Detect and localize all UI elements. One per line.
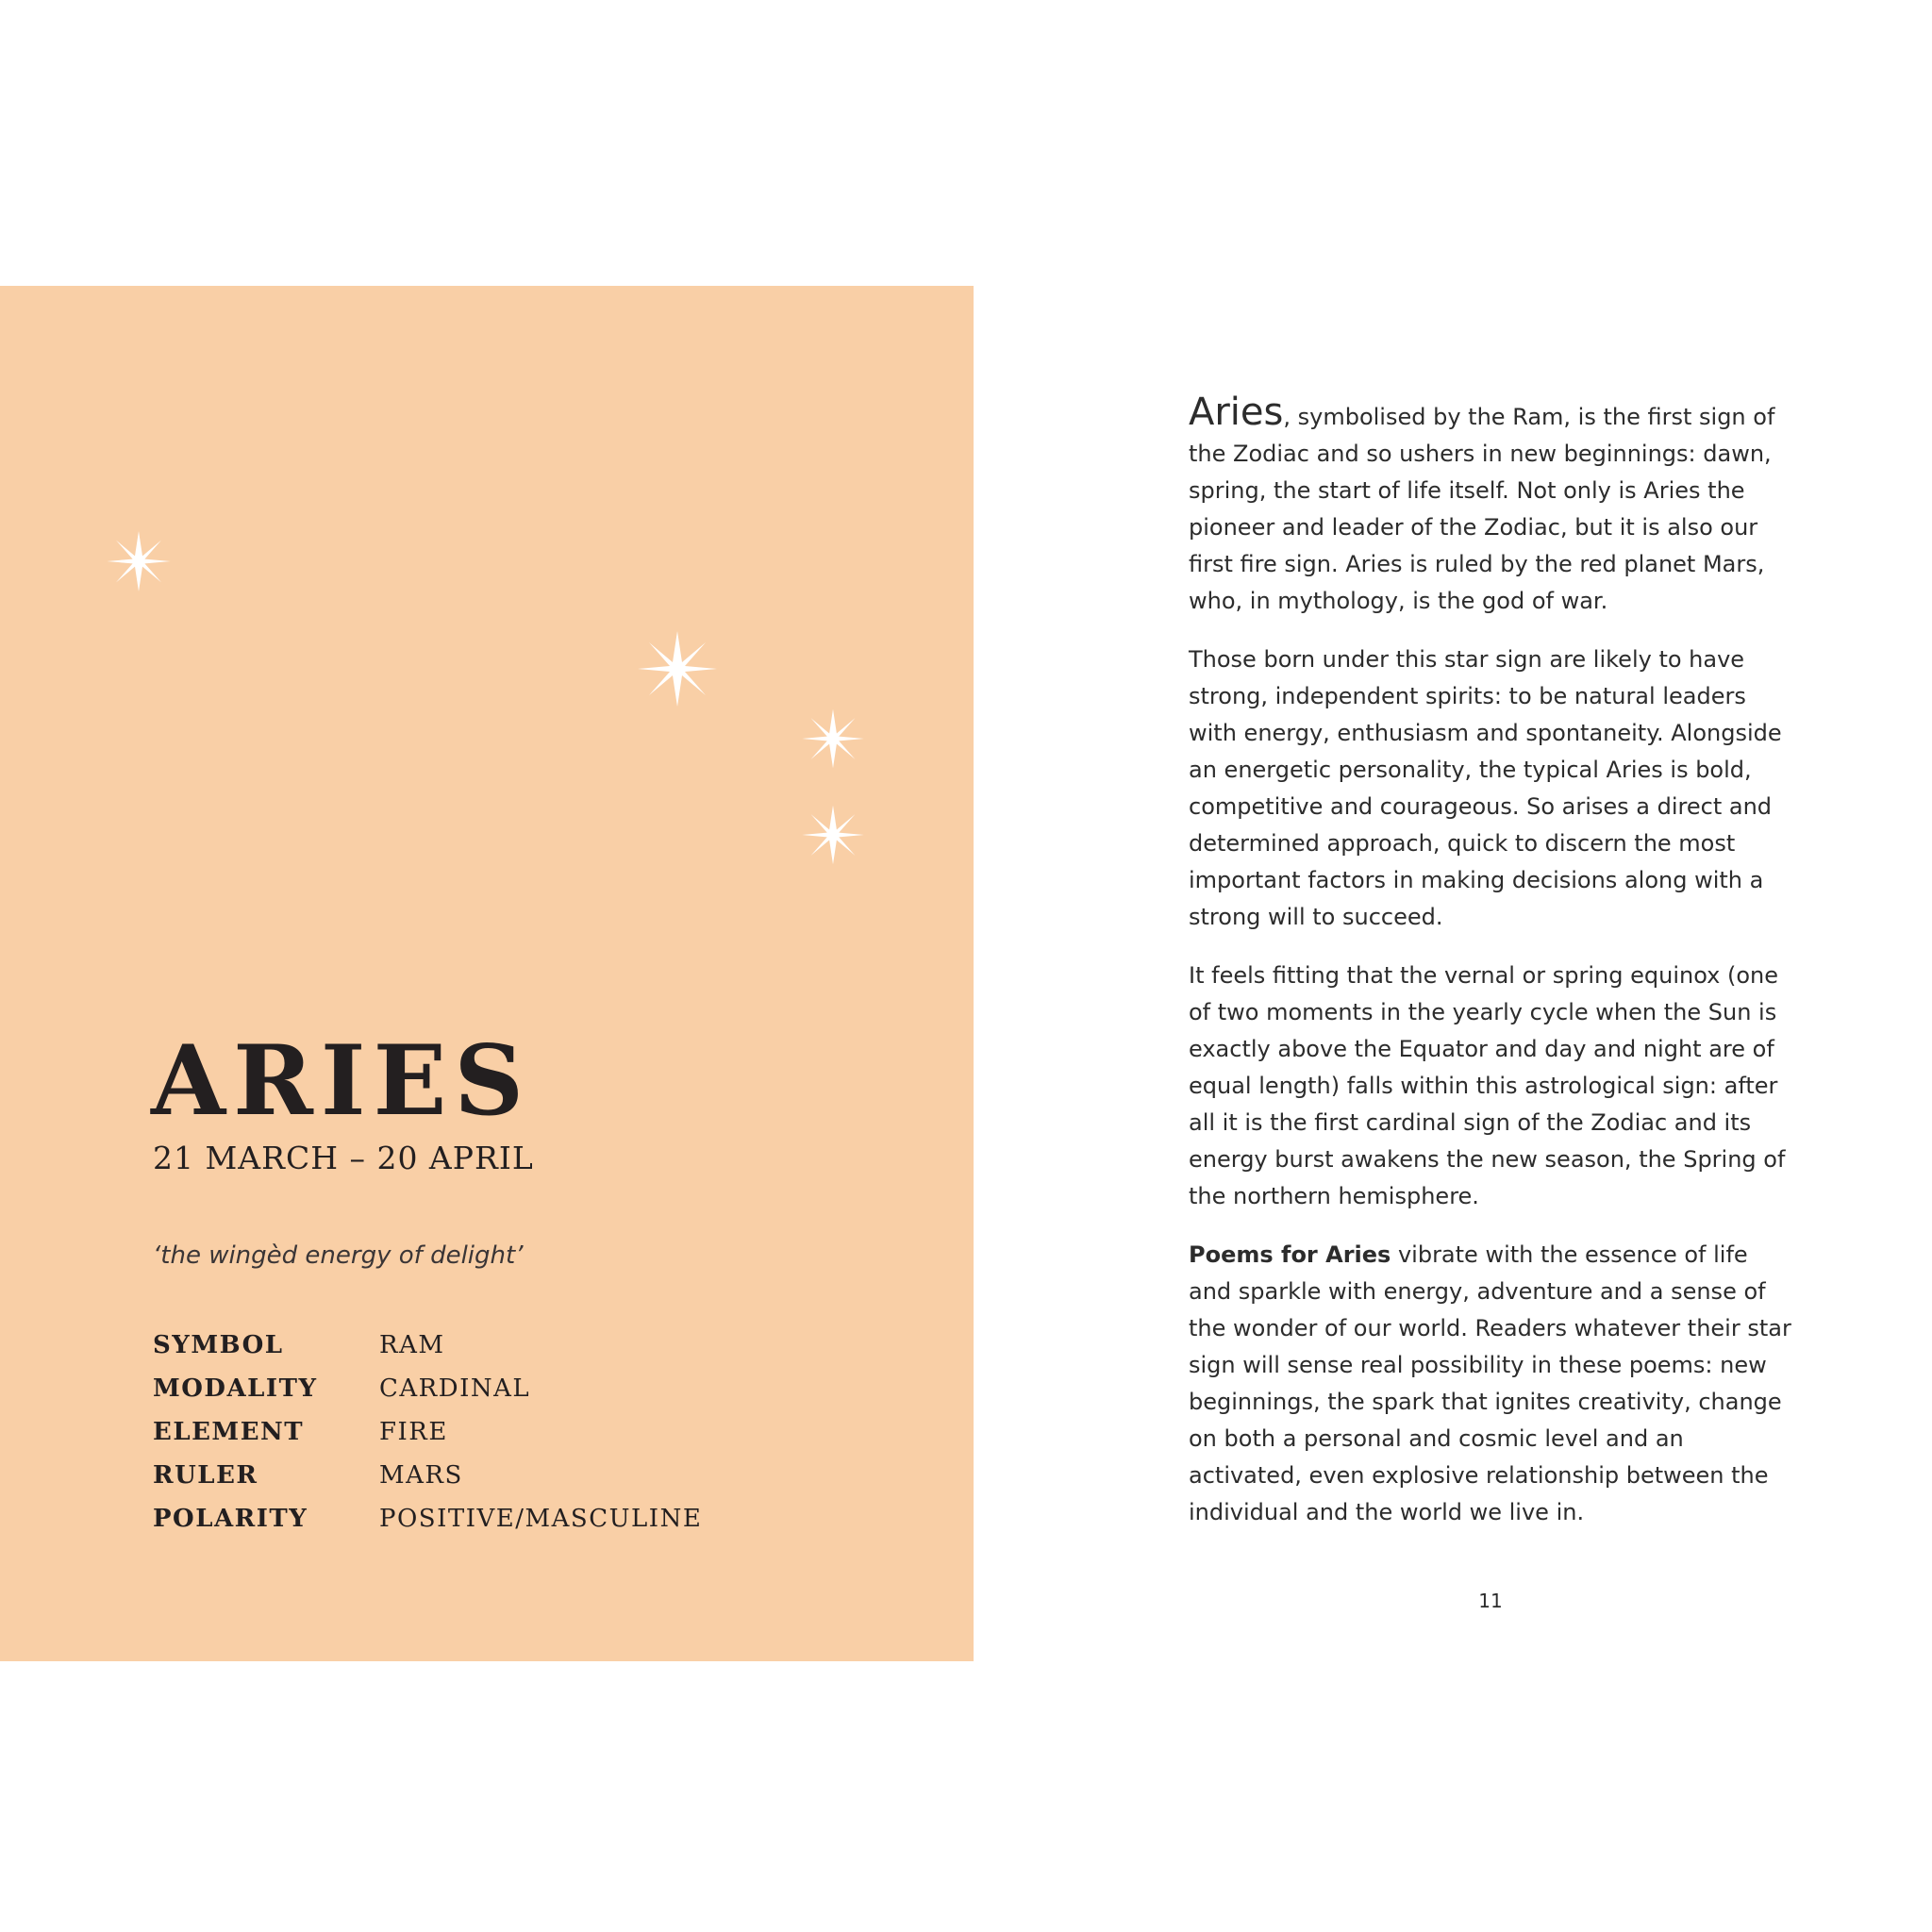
book-title: Poems for Aries: [1189, 1241, 1391, 1268]
attribute-value: FIRE: [379, 1418, 448, 1446]
attribute-key: SYMBOL: [153, 1331, 284, 1359]
attribute-key: POLARITY: [153, 1505, 308, 1533]
attribute-row: [153, 1454, 702, 1497]
attributes-list: [153, 1324, 702, 1541]
paragraph-intro: [1189, 391, 1792, 620]
paragraph-poems: [1189, 1237, 1792, 1531]
sign-panel: [0, 286, 974, 1661]
attribute-row: [153, 1497, 702, 1541]
attribute-value: POSITIVE/MASCULINE: [379, 1505, 703, 1533]
description-text: [1189, 391, 1792, 1553]
attribute-row: [153, 1324, 702, 1367]
paragraph-text: , symbolised by the Ram, is the first sign of the Zodiac and so ushers in new beginnings: dawn, spring, the start of life itself. Not only is Aries the pioneer and leader of the Zodiac, but it is also our first fire sign. Aries is ruled by the red planet Mars, who, in mythology, is the god of war.: [1189, 404, 1775, 614]
attribute-row: [153, 1410, 702, 1454]
star-icon: [638, 631, 717, 707]
sign-dates: 21 MARCH – 20 APRIL: [153, 1140, 534, 1176]
paragraph-text: vibrate with the essence of life and sparkle with energy, adventure and a sense of the wonder of our world. Readers whatever their star sign will sense real possibility in these poems: new beginnings, the spark that ignites creativity, change on both a personal and cosmic level and an activated, even explosive relationship between the individual and the world we live in.: [1189, 1241, 1791, 1525]
star-icon: [107, 531, 170, 591]
star-icon: [802, 709, 864, 768]
page-number: 11: [1478, 1590, 1503, 1612]
attribute-key: MODALITY: [153, 1374, 318, 1403]
attribute-value: CARDINAL: [379, 1374, 531, 1403]
sign-quote: ‘the wingèd energy of delight’: [153, 1241, 524, 1270]
sign-title: ARIES: [151, 1024, 532, 1138]
attribute-value: MARS: [379, 1461, 463, 1490]
attribute-key: ELEMENT: [153, 1418, 305, 1446]
lead-word: Aries: [1189, 391, 1284, 434]
attribute-row: [153, 1367, 702, 1410]
star-icon: [802, 806, 864, 864]
attribute-value: RAM: [379, 1331, 445, 1359]
paragraph-traits: Those born under this star sign are likely to have strong, independent spirits: to be natural leaders with energy, enthusiasm and spontaneity. Alongside an energetic personality, the typical Aries is bold, competitive and courageous. So arises a direct and determined approach, quick to discern the most important factors in making decisions along with a strong will to succeed.: [1189, 646, 1782, 930]
attribute-key: RULER: [153, 1461, 258, 1490]
paragraph-equinox: It feels fitting that the vernal or spring equinox (one of two moments in the yearly cycle when the Sun is exactly above the Equator and day and night are of equal length) falls within this astrological sign: after all it is the first cardinal sign of the Zodiac and its energy burst awakens the new season, the Spring of the northern hemisphere.: [1189, 962, 1786, 1209]
